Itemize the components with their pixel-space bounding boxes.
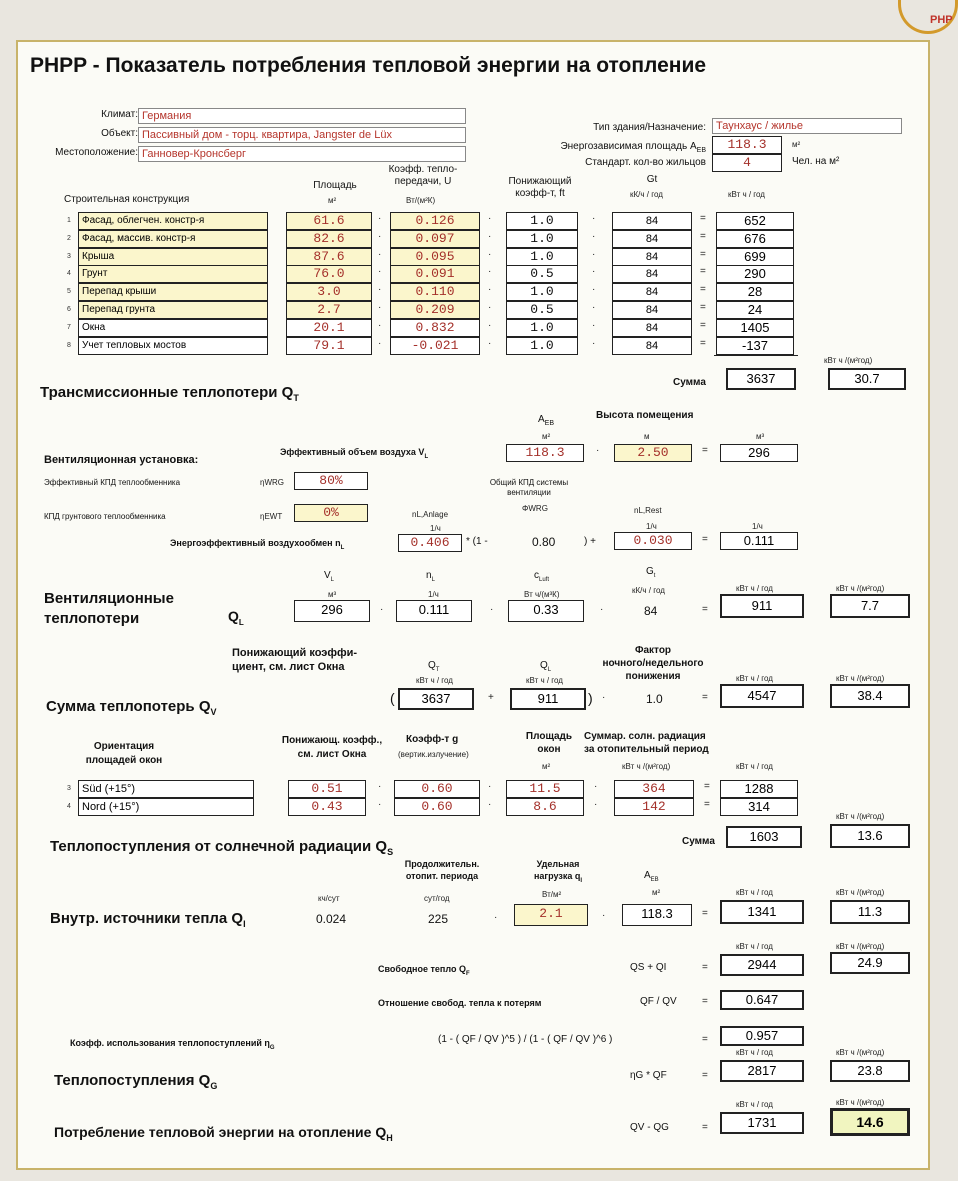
area-cell[interactable]: 87.6	[286, 248, 372, 266]
multiply-sign: ·	[488, 248, 492, 260]
g-label: $G_t$	[646, 566, 656, 579]
multiply-sign: ·	[600, 604, 604, 615]
location-field[interactable]: Ганновер-Кронсберг	[138, 146, 466, 162]
area-cell[interactable]: 3.0	[286, 283, 372, 301]
equals-sign: =	[702, 1070, 708, 1081]
vl-label: $V_L$	[324, 570, 335, 583]
logo-text: PHP	[930, 14, 953, 26]
internal-spec-value: 11.3	[830, 900, 910, 924]
multiply-sign: ·	[490, 604, 494, 615]
heating-demand-formula: QV - QG	[630, 1122, 669, 1133]
multiply-sign: ·	[378, 799, 382, 810]
solar-q-cell: 314	[720, 798, 798, 816]
reduction-cell[interactable]: 0.5	[506, 265, 578, 283]
reduction-cell[interactable]: 1.0	[506, 212, 578, 230]
row-number: 5	[67, 288, 71, 296]
close-paren: )	[588, 690, 593, 706]
q-cell: 699	[716, 248, 794, 266]
energy-area-value[interactable]: 118.3	[712, 136, 782, 154]
solar-reduction-cell[interactable]: 0.43	[288, 798, 366, 816]
q-cell: -137	[716, 337, 794, 355]
gains-formula: ηG * QF	[630, 1070, 667, 1081]
area-column-header: Площадь	[313, 180, 357, 191]
qv-value: 4547	[720, 684, 804, 708]
heating-demand-spec-value: 14.6	[830, 1108, 910, 1136]
area-cell[interactable]: 82.6	[286, 230, 372, 248]
multiply-sign: ·	[488, 781, 492, 792]
aeb-unit: м²	[542, 432, 551, 441]
gt-column-header: Gt	[646, 174, 658, 185]
multiply-sign: ·	[378, 319, 382, 331]
rest-value: 0.030	[614, 532, 692, 550]
row-number: 7	[67, 323, 71, 331]
g-value-header: Коэфф-т g	[406, 734, 459, 745]
multiply-sign: ·	[602, 910, 606, 921]
room-height-unit: м	[644, 432, 650, 441]
solar-q-cell: 1288	[720, 780, 798, 798]
q-cell: 24	[716, 301, 794, 319]
c-unit: Вт ч/(м³К)	[524, 590, 560, 599]
gt-cell: 84	[612, 248, 692, 266]
internal-gains-title: Внутр. источники тепла $Q_I$	[50, 910, 246, 929]
heating-demand-title: Потребление тепловой энергии на отопление $Q_H$	[54, 1124, 393, 1143]
internal-q-value: 1341	[720, 900, 804, 924]
solar-spec-value: 13.6	[830, 824, 910, 848]
heat-recovery-label: Эффективный КПД теплообменника	[44, 478, 181, 487]
multiply-sign: ·	[488, 337, 492, 349]
multiply-sign: ·	[592, 248, 596, 260]
construction-name: Фасад, облегчен. констр-я	[78, 212, 268, 230]
energy-area-label: Энергозависимая площадь $A_{EB}$	[560, 141, 706, 154]
multiply-sign: ·	[602, 692, 606, 703]
building-type-label: Тип здания/Назначение:	[593, 122, 706, 133]
radiation-header: Суммар. солн. радиация за отопительный период	[584, 731, 709, 755]
aeb-value: 118.3	[506, 444, 584, 462]
reduction-column-header: Понижающий коэфф-т, ft	[508, 176, 572, 199]
equals-sign: =	[702, 1034, 708, 1045]
window-area-header: Площадь окон	[525, 731, 573, 755]
transmission-sum-value: 3637	[726, 368, 796, 390]
volume-value: 296	[720, 444, 798, 462]
equals-sign: =	[702, 445, 708, 456]
multiply-sign: ·	[378, 781, 382, 792]
total-efficiency-symbol: ΦWRG	[522, 504, 548, 513]
multiply-sign: ·	[378, 213, 382, 224]
row-number: 6	[67, 306, 71, 313]
internal-q-unit: кВт ч / год	[736, 888, 773, 897]
multiply-sign: ·	[380, 604, 384, 615]
nl-label: $n_L$	[426, 570, 435, 583]
multiply-sign: ·	[596, 445, 600, 456]
heating-demand-q-value: 1731	[720, 1112, 804, 1134]
nl-value: 0.111	[396, 600, 472, 622]
ventilation-spec-value: 7.7	[830, 594, 910, 618]
window-area-unit: м²	[542, 762, 551, 771]
multiply-sign: ·	[378, 230, 382, 242]
qv-unit: кВт ч / год	[736, 674, 773, 683]
equals-sign: =	[700, 248, 706, 260]
night-reduction-value: 1.0	[646, 692, 663, 706]
close-plus-text: ) +	[584, 536, 596, 547]
construction-name: Учет тепловых мостов	[78, 337, 268, 355]
anlage-symbol: nL,Anlage	[412, 510, 449, 519]
q-cell: 1405	[716, 319, 794, 337]
construction-name: Крыша	[78, 248, 268, 266]
u-value-cell[interactable]: 0.091	[390, 265, 480, 283]
multiply-sign: ·	[592, 319, 596, 331]
u-column-unit: Вт/(м²К)	[406, 196, 436, 205]
q-cell: 676	[716, 230, 794, 248]
effective-volume-label: Эффективный объем воздуха $V_L$	[280, 447, 429, 460]
internal-aeb-value: 118.3	[622, 904, 692, 926]
ventilation-title: Вентиляционная установка:	[44, 454, 199, 466]
result-unit: 1/ч	[752, 522, 763, 531]
total-efficiency-label: Общий КПД системы вентиляции	[489, 478, 569, 497]
qv-spec-value: 38.4	[830, 684, 910, 708]
specific-load-label: Удельная нагрузка $q_I$	[533, 859, 583, 884]
u-value-cell[interactable]: 0.209	[390, 301, 480, 319]
sum-losses-title: Сумма теплопотерь $Q_V$	[46, 698, 217, 717]
gains-title: Теплопоступления $Q_G$	[54, 1072, 218, 1091]
ground-hx-value[interactable]: 0%	[294, 504, 368, 522]
construction-name: Фасад, массив. констр-я	[78, 230, 268, 248]
object-label: Объект:	[101, 128, 138, 139]
u-column-header: Коэфф. тепло- передачи, U	[388, 164, 458, 187]
g-value-cell[interactable]: 0.60	[394, 798, 480, 816]
u-value-cell[interactable]: 0.126	[390, 212, 480, 230]
building-type-field[interactable]: Таунхаус / жилье	[712, 118, 902, 134]
construction-name: Перепад грунта	[78, 301, 268, 319]
equals-sign: =	[702, 996, 708, 1007]
multiply-sign: ·	[378, 337, 382, 349]
ventilation-losses-title-1: Вентиляционные	[44, 590, 174, 607]
multiply-sign: ·	[378, 284, 382, 296]
internal-spec-unit: кВт ч /(м²год)	[836, 888, 885, 897]
internal-k-unit: кч/сут	[318, 894, 340, 903]
vl-unit: м³	[328, 590, 337, 599]
row-number: 4	[67, 803, 71, 810]
c-value: 0.33	[508, 600, 584, 622]
g-value: 84	[644, 604, 658, 618]
sum-line	[714, 355, 798, 356]
q-cell: 652	[716, 212, 794, 230]
page-title: PHPP - Показатель потребления тепловой энергии на отопление	[30, 54, 707, 77]
equals-sign: =	[702, 1122, 708, 1133]
solar-sum-value: 1603	[726, 826, 802, 848]
row-number: 2	[67, 234, 71, 242]
equals-sign: =	[702, 534, 708, 545]
multiply-sign: ·	[378, 302, 382, 313]
rest-unit: 1/ч	[646, 522, 657, 531]
row-number: 1	[67, 217, 71, 224]
multiply-sign: ·	[488, 266, 492, 278]
total-efficiency-value: 0.80	[532, 535, 556, 549]
free-heat-q-unit: кВт ч / год	[736, 942, 773, 951]
gt-cell: 84	[612, 337, 692, 355]
transmission-spec-value: 30.7	[828, 368, 906, 390]
gains-q-unit: кВт ч / год	[736, 1048, 773, 1057]
construction-column-header: Строительная конструкция	[64, 194, 190, 205]
radiation-cell[interactable]: 142	[614, 798, 694, 816]
utilization-formula: (1 - ( QF / QV )^5 ) / (1 - ( QF / QV )^6 )	[438, 1034, 613, 1045]
heating-demand-spec-unit: кВт ч /(м²год)	[836, 1098, 885, 1107]
reduction-cell[interactable]: 0.5	[506, 301, 578, 319]
multiply-sign: ·	[488, 284, 492, 296]
ventilation-q-unit: кВт ч / год	[736, 584, 773, 593]
multiply-sign: ·	[488, 302, 492, 313]
construction-name: Перепад крыши	[78, 283, 268, 301]
gains-spec-unit: кВт ч /(м²год)	[836, 1048, 885, 1057]
rest-symbol: nL,Rest	[634, 506, 662, 515]
qt-unit: кВт ч / год	[416, 676, 453, 685]
reduction-cell[interactable]: 1.0	[506, 283, 578, 301]
ground-hx-symbol: ηEWT	[260, 512, 283, 521]
radiation-unit: кВт ч /(м²год)	[622, 762, 671, 771]
vl-value: 296	[294, 600, 370, 622]
solar-q-unit: кВт ч / год	[736, 762, 773, 771]
ventilation-q-value: 911	[720, 594, 804, 618]
multiply-sign: ·	[592, 266, 596, 278]
occupants-unit: Чел. на м²	[792, 156, 840, 167]
ql-unit: кВт ч / год	[526, 676, 563, 685]
gt-cell: 84	[612, 230, 692, 248]
climate-label: Климат:	[101, 109, 138, 120]
gt-cell: 84	[612, 283, 692, 301]
volume-unit: м³	[756, 432, 765, 441]
heating-duration-label: Продолжительн. отопит. периода	[404, 859, 480, 881]
reduction-cell[interactable]: 1.0	[506, 248, 578, 266]
window-area-cell[interactable]: 11.5	[506, 780, 584, 798]
gains-q-value: 2817	[720, 1060, 804, 1082]
ventilation-spec-unit: кВт ч /(м²год)	[836, 584, 885, 593]
gains-spec-value: 23.8	[830, 1060, 910, 1082]
nl-unit: 1/ч	[428, 590, 439, 599]
heat-recovery-symbol: ηWRG	[260, 478, 284, 487]
row-number: 4	[67, 270, 71, 278]
free-heat-formula: QS + QI	[630, 962, 667, 973]
multiply-sign: ·	[592, 337, 596, 349]
ratio-label: Отношение свобод. тепла к потерям	[378, 998, 542, 1008]
multiply-sign: ·	[378, 266, 382, 278]
multiply-sign: ·	[378, 248, 382, 260]
gt-column-unit: кК/ч / год	[630, 190, 663, 199]
solar-section-title: Теплопоступления от солнечной радиации $Q_S$	[50, 838, 394, 857]
q-cell: 290	[716, 265, 794, 283]
ground-hx-label: КПД грунтового теплообменника	[44, 512, 166, 521]
equals-sign: =	[700, 230, 706, 242]
row-number: 8	[67, 341, 71, 349]
gt-cell: 84	[612, 212, 692, 230]
multiply-sign: ·	[592, 230, 596, 242]
qt-value: 3637	[398, 688, 474, 710]
location-label: Местоположение:	[55, 147, 138, 158]
equals-sign: =	[704, 781, 710, 792]
specific-load-value[interactable]: 2.1	[514, 904, 588, 926]
equals-sign: =	[702, 604, 708, 615]
transmission-sum-label: Сумма	[673, 377, 706, 388]
climate-field[interactable]: Германия	[138, 108, 466, 124]
one-minus-text: * (1 -	[466, 536, 488, 547]
c-label: $c_{Luft}$	[534, 570, 550, 583]
multiply-sign: ·	[488, 213, 492, 224]
transmission-spec-unit: кВт ч /(м²год)	[824, 356, 873, 365]
heating-demand-q-unit: кВт ч / год	[736, 1100, 773, 1109]
q-cell: 28	[716, 283, 794, 301]
qv-spec-unit: кВт ч /(м²год)	[836, 674, 885, 683]
utilization-value: 0.957	[720, 1026, 804, 1046]
construction-name: Грунт	[78, 265, 268, 283]
equals-sign: =	[700, 266, 706, 278]
area-cell[interactable]: 79.1	[286, 337, 372, 355]
gt-cell: 84	[612, 319, 692, 337]
air-change-result: 0.111	[720, 532, 798, 550]
area-cell[interactable]: 76.0	[286, 265, 372, 283]
air-change-label: Энергоэффективный воздухообмен $n_L$	[170, 538, 345, 551]
heating-duration-value: 225	[428, 912, 449, 926]
anlage-value: 0.406	[398, 534, 462, 552]
qt-label: $Q_T$	[428, 660, 440, 673]
ratio-formula: QF / QV	[640, 996, 677, 1007]
multiply-sign: ·	[488, 230, 492, 242]
occupants-label: Стандарт. кол-во жильцов	[585, 157, 706, 168]
gt-cell: 84	[612, 301, 692, 319]
free-heat-q-value: 2944	[720, 954, 804, 976]
g-value-note: (вертик.излучение)	[398, 750, 469, 759]
u-value-cell[interactable]: 0.097	[390, 230, 480, 248]
utilization-label: Коэфф. использования теплопоступлений $\eta_G$	[70, 1038, 275, 1051]
room-height-label: Высота помещения	[596, 410, 694, 421]
internal-k-value: 0.024	[316, 912, 347, 926]
multiply-sign: ·	[488, 799, 492, 810]
equals-sign: =	[704, 799, 710, 810]
equals-sign: =	[702, 692, 708, 703]
multiply-sign: ·	[494, 912, 498, 923]
object-field[interactable]: Пассивный дом - торц. квартира, Jangster de Lüx	[138, 127, 466, 143]
multiply-sign: ·	[488, 319, 492, 331]
gt-cell: 84	[612, 265, 692, 283]
ratio-value: 0.647	[720, 990, 804, 1010]
u-value-cell[interactable]: -0.021	[390, 337, 480, 355]
plus-sign: +	[488, 692, 494, 703]
g-value-cell[interactable]: 0.60	[394, 780, 480, 798]
row-number: 3	[67, 252, 71, 260]
specific-load-unit: Вт/м²	[542, 890, 562, 899]
free-heat-spec-unit: кВт ч /(м²год)	[836, 942, 885, 951]
u-value-cell[interactable]: 0.832	[390, 319, 480, 337]
multiply-sign: ·	[592, 284, 596, 296]
orientation-header: Ориентация площадей окон	[85, 741, 163, 766]
orientation-name: Süd (+15°)	[78, 780, 254, 798]
transmission-section-title: Трансмиссионные теплопотери $Q_T$	[40, 384, 299, 403]
reduction-cell[interactable]: 1.0	[506, 319, 578, 337]
worksheet	[16, 40, 930, 1170]
orientation-name: Nord (+15°)	[78, 798, 254, 816]
heating-duration-unit: сут/год	[424, 894, 450, 903]
multiply-sign: ·	[592, 302, 596, 313]
open-paren: (	[390, 690, 395, 706]
room-height-value[interactable]: 2.50	[614, 444, 692, 462]
reduction-cell[interactable]: 1.0	[506, 230, 578, 248]
equals-sign: =	[702, 962, 708, 973]
night-reduction-label: Фактор ночного/недельного понижения	[602, 645, 704, 682]
equals-sign: =	[700, 284, 706, 296]
area-column-unit: м²	[328, 196, 337, 205]
g-unit: кК/ч / год	[632, 586, 665, 595]
area-cell[interactable]: 61.6	[286, 212, 372, 230]
equals-sign: =	[700, 337, 706, 349]
solar-reduction-cell[interactable]: 0.51	[288, 780, 366, 798]
area-cell[interactable]: 20.1	[286, 319, 372, 337]
reduction-cell[interactable]: 1.0	[506, 337, 578, 355]
multiply-sign: ·	[592, 213, 596, 224]
area-cell[interactable]: 2.7	[286, 301, 372, 319]
equals-sign: =	[700, 213, 706, 224]
aeb-label: $A_{EB}$	[538, 414, 555, 427]
solar-spec-unit: кВт ч /(м²год)	[836, 812, 885, 821]
anlage-unit: 1/ч	[430, 524, 441, 533]
radiation-cell[interactable]: 364	[614, 780, 694, 798]
multiply-sign: ·	[594, 781, 598, 792]
window-area-cell[interactable]: 8.6	[506, 798, 584, 816]
u-value-cell[interactable]: 0.110	[390, 283, 480, 301]
energy-area-unit: м²	[792, 140, 801, 149]
ql-value: 911	[510, 688, 586, 710]
equals-sign: =	[700, 319, 706, 331]
internal-aeb-label: $A_{EB}$	[644, 870, 659, 883]
free-heat-label: Свободное тепло $Q_F$	[378, 964, 470, 977]
u-value-cell[interactable]: 0.095	[390, 248, 480, 266]
solar-reduction-header: Понижающ. коэфф., см. лист Окна	[281, 735, 383, 760]
construction-name: Окна	[78, 319, 268, 337]
internal-aeb-unit: м²	[652, 888, 661, 897]
equals-sign: =	[702, 908, 708, 919]
multiply-sign: ·	[594, 799, 598, 810]
occupants-value[interactable]: 4	[712, 154, 782, 172]
row-number: 3	[67, 785, 71, 792]
free-heat-spec-value: 24.9	[830, 952, 910, 974]
heat-recovery-value[interactable]: 80%	[294, 472, 368, 490]
ventilation-losses-title-2: теплопотери	[44, 610, 140, 627]
equals-sign: =	[700, 302, 706, 313]
ql-label: $Q_L$	[540, 660, 552, 673]
ventilation-losses-symbol: $Q_L$	[228, 608, 244, 627]
q-column-unit: кВт ч / год	[728, 190, 765, 199]
reduction-factor-label: Понижающий коэффи- циент, см. лист Окна	[232, 647, 358, 673]
solar-sum-label: Сумма	[682, 836, 715, 847]
